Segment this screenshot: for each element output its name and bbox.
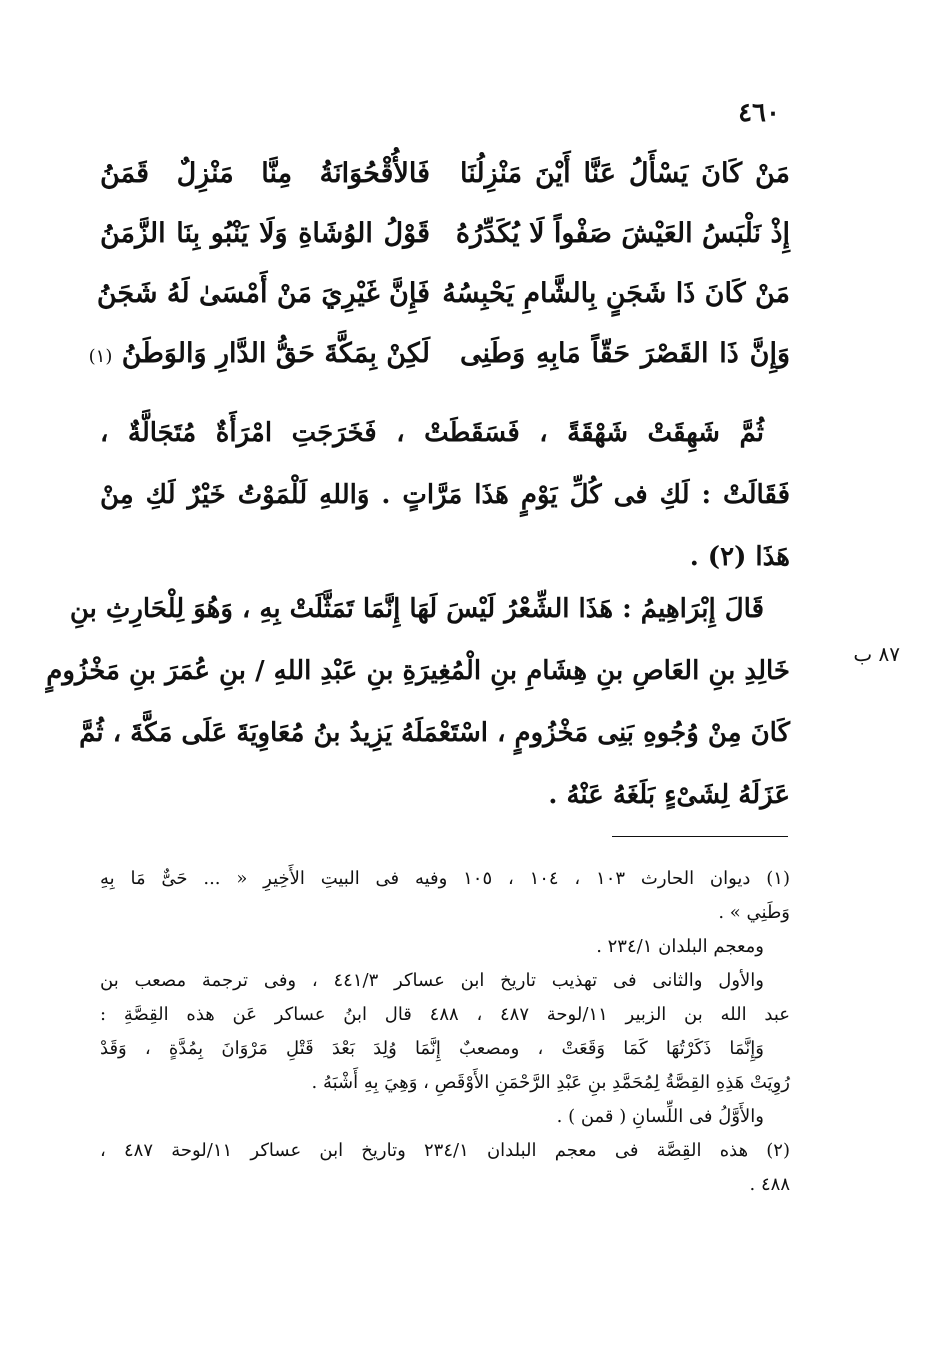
footnote-line: والأَوَّلُ فى اللِّسانِ ( قمن ) . xyxy=(556,1106,764,1127)
verse-first-hemistich: وَإِنَّ ذَا القَصْرَ حَقّاً مَابِهِ وَطَنِى xyxy=(460,338,790,369)
poem xyxy=(88,158,790,398)
verse-line xyxy=(100,218,790,278)
verse-line xyxy=(96,278,790,338)
footnote-line: ٤٨٨ . xyxy=(749,1174,790,1195)
footnote-line: ومعجم البلدان ٢٣٤/١ . xyxy=(596,936,764,957)
footnote-line: والأول والثانى فى تهذيب تاريخ ابن عساكر ٤٤١/٣ ، وفى ترجمة مصعب بن xyxy=(100,970,764,991)
footnotes xyxy=(100,862,790,1202)
verse-hemistich-text: لَكِنْ بِمَكَّةَ حَقُّ الدَّارِ وَالوَطَنُ xyxy=(121,338,430,369)
verse-second-hemistich: قَوْلُ الوُشَاةِ وَلَا يَنْبُو بِنَا الزَّمَنُ xyxy=(100,218,430,249)
footnote-line: عبد الله بن الزبير ١١/لوحة ٤٨٧ ، ٤٨٨ قال ابنُ عساكر عَن هذه القِصَّةِ : xyxy=(100,1004,790,1025)
footnote-line: رُوِيَتْ هَذِهِ القِصَّةُ لِمُحَمَّدِ بنِ عَبْدِ الرَّحْمَنِ الأَوْقَصِ ، وَهِيَ بِهِ أَشْبَهُ . xyxy=(311,1072,790,1093)
verse-line xyxy=(100,158,790,218)
verse-second-hemistich: فَإِنَّ غَيْرِيَ مَنْ أَمْسَىٰ لَهُ شَجَنُ xyxy=(96,278,430,309)
paragraph-line: ثُمَّ شَهِقَتْ شَهْقَةً ، فَسَقَطَتْ ، فَخَرَجَتِ امْرَأَةٌ مُتَجَالَّةٌ ، xyxy=(100,418,764,448)
footnote-line: (١) ديوان الحارث ١٠٣ ، ١٠٤ ، ١٠٥ وفيه فى البيتِ الأَخِيرِ « ... حَىٌّ مَا بِهِ xyxy=(100,868,790,889)
verse-second-hemistich: فَالأُقْحُوَانَةُ مِنَّا مَنْزِلٌ قَمَنُ xyxy=(100,158,430,189)
verse-first-hemistich: مَنْ كَانَ ذَا شَجَنٍ بِالشَّامِ يَحْبِسُهُ xyxy=(442,278,790,309)
paragraph-line: كَانَ مِنْ وُجُوهِ بَنِى مَخْزُومٍ ، اسْتَعْمَلَهُ يَزِيدُ بنُ مُعَاوِيَةَ عَلَى مَكَّةَ ، ثُمَّ xyxy=(79,718,790,748)
paragraph-line: خَالِدِ بنِ العَاصِ بنِ هِشَامِ بنِ الْمُغِيرَةِ بنِ عَبْدِ اللهِ / بنِ عُمَرَ بنِ مَخْزُومٍ xyxy=(46,656,790,686)
paragraph-line: فَقَالَتْ : لَكِ فى كُلِّ يَوْمٍ هَذَا مَرَّاتٍ . وَاللهِ لَلْمَوْتُ خَيْرٌ لَكِ مِنْ xyxy=(100,480,790,510)
footnote-line: وَطَنِي » . xyxy=(718,902,790,923)
verse-line xyxy=(88,338,790,398)
paragraph-line: عَزَلَهُ لِشَىْءٍ بَلَغَهُ عَنْهُ . xyxy=(548,780,790,810)
footnote-ref: (١) xyxy=(88,346,113,367)
manuscript-folio-marker: ٨٧ ب xyxy=(853,642,900,666)
paragraph-line: قَالَ إِبْرَاهِيمُ : هَذَا الشِّعْرُ لَيْسَ لَهَا إِنَّمَا تَمَثَّلَتْ بِهِ ، وَهُوَ لِلْحَارِثِ بنِ xyxy=(69,594,764,624)
verse-first-hemistich: إِذْ نَلْبَسُ العَيْشَ صَفْواً لَا يُكَدِّرُهُ xyxy=(455,218,790,249)
page-number: ٤٦٠ xyxy=(738,98,780,128)
verse-first-hemistich: مَنْ كَانَ يَسْأَلُ عَنَّا أَيْنَ مَنْزِلُنَا xyxy=(460,158,790,189)
footnote-divider xyxy=(612,836,788,837)
paragraph-attribution xyxy=(46,578,790,826)
footnote-line: وَإِنَّمَا ذَكَرْتُهَا كَمَا وَقَعَتْ ، ومصعبٌ إِنَّمَا وُلِدَ بَعْدَ قَتْلِ مَرْوَانَ بِمُدَّةٍ ، وَقَدْ xyxy=(100,1038,764,1059)
paragraph-line: هَذَا (٢) . xyxy=(689,542,790,572)
verse-second-hemistich xyxy=(88,338,430,369)
paragraph-narrative xyxy=(100,402,790,588)
footnote-line: (٢) هذه القِصَّة فى معجم البلدان ٢٣٤/١ وتاريخ ابن عساكر ١١/لوحة ٤٨٧ ، xyxy=(100,1140,790,1161)
